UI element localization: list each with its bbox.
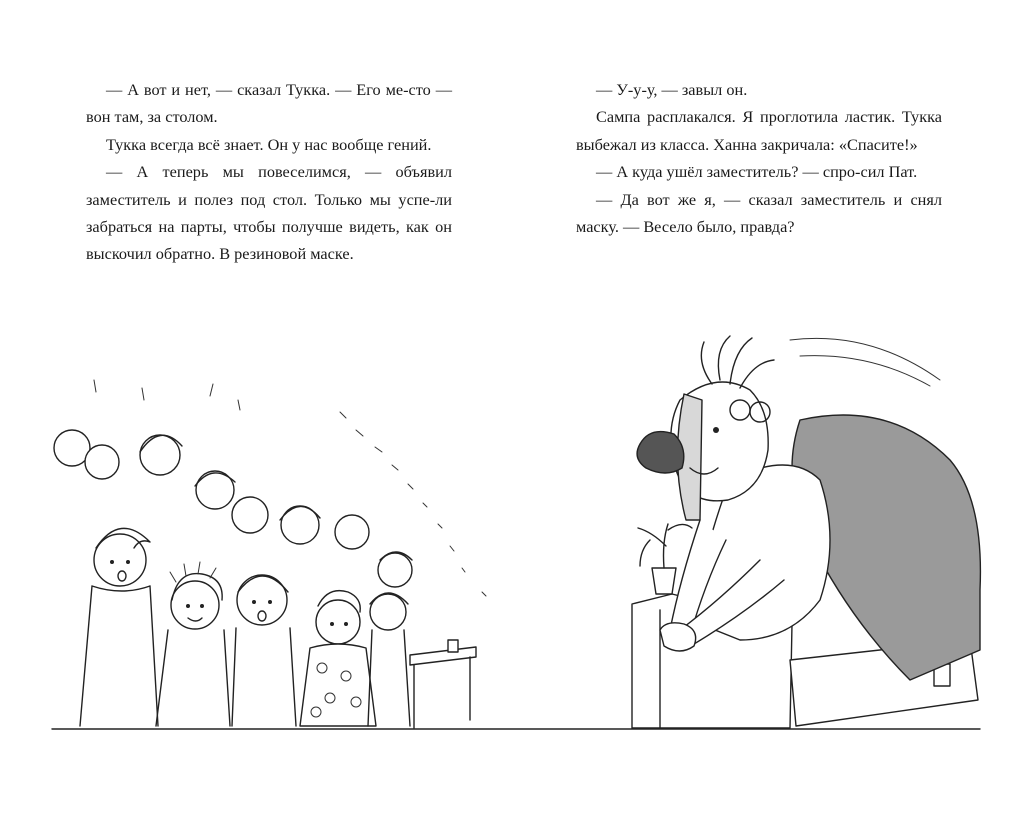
motion-marks xyxy=(94,380,486,596)
front-row-children xyxy=(80,528,410,726)
paragraph: Сампа расплакался. Я проглотила ластик. Тукка выбежал из класса. Ханна закричала: «Спасите!» xyxy=(576,107,942,154)
paragraph: Тукка всегда всё знает. Он у нас вообще гений. xyxy=(106,134,432,154)
mask-nose xyxy=(637,432,684,473)
children-group xyxy=(54,380,486,728)
teacher-hand xyxy=(660,623,696,651)
paragraph: — Да вот же я, — сказал заместитель и снял маску. — Весело было, правда? xyxy=(576,189,942,237)
motion-lines xyxy=(790,338,940,386)
teacher-hair xyxy=(701,336,774,388)
school-desk xyxy=(410,640,476,728)
paragraph: — А вот и нет, — сказал Тукка. — Его ме-сто — вон там, за столом. xyxy=(86,80,452,127)
paragraph: — А теперь мы повеселимся, — объявил заместитель и полез под стол. Только мы успе-ли забраться на парты, чтобы получше видеть, как он выскочил обратно. В резиновой маске. xyxy=(86,162,452,264)
paragraph: — А куда ушёл заместитель? — спро-сил Пат. xyxy=(596,162,918,182)
teacher-group xyxy=(632,336,980,728)
paragraph: — У-у-у, — завыл он. xyxy=(596,80,748,99)
